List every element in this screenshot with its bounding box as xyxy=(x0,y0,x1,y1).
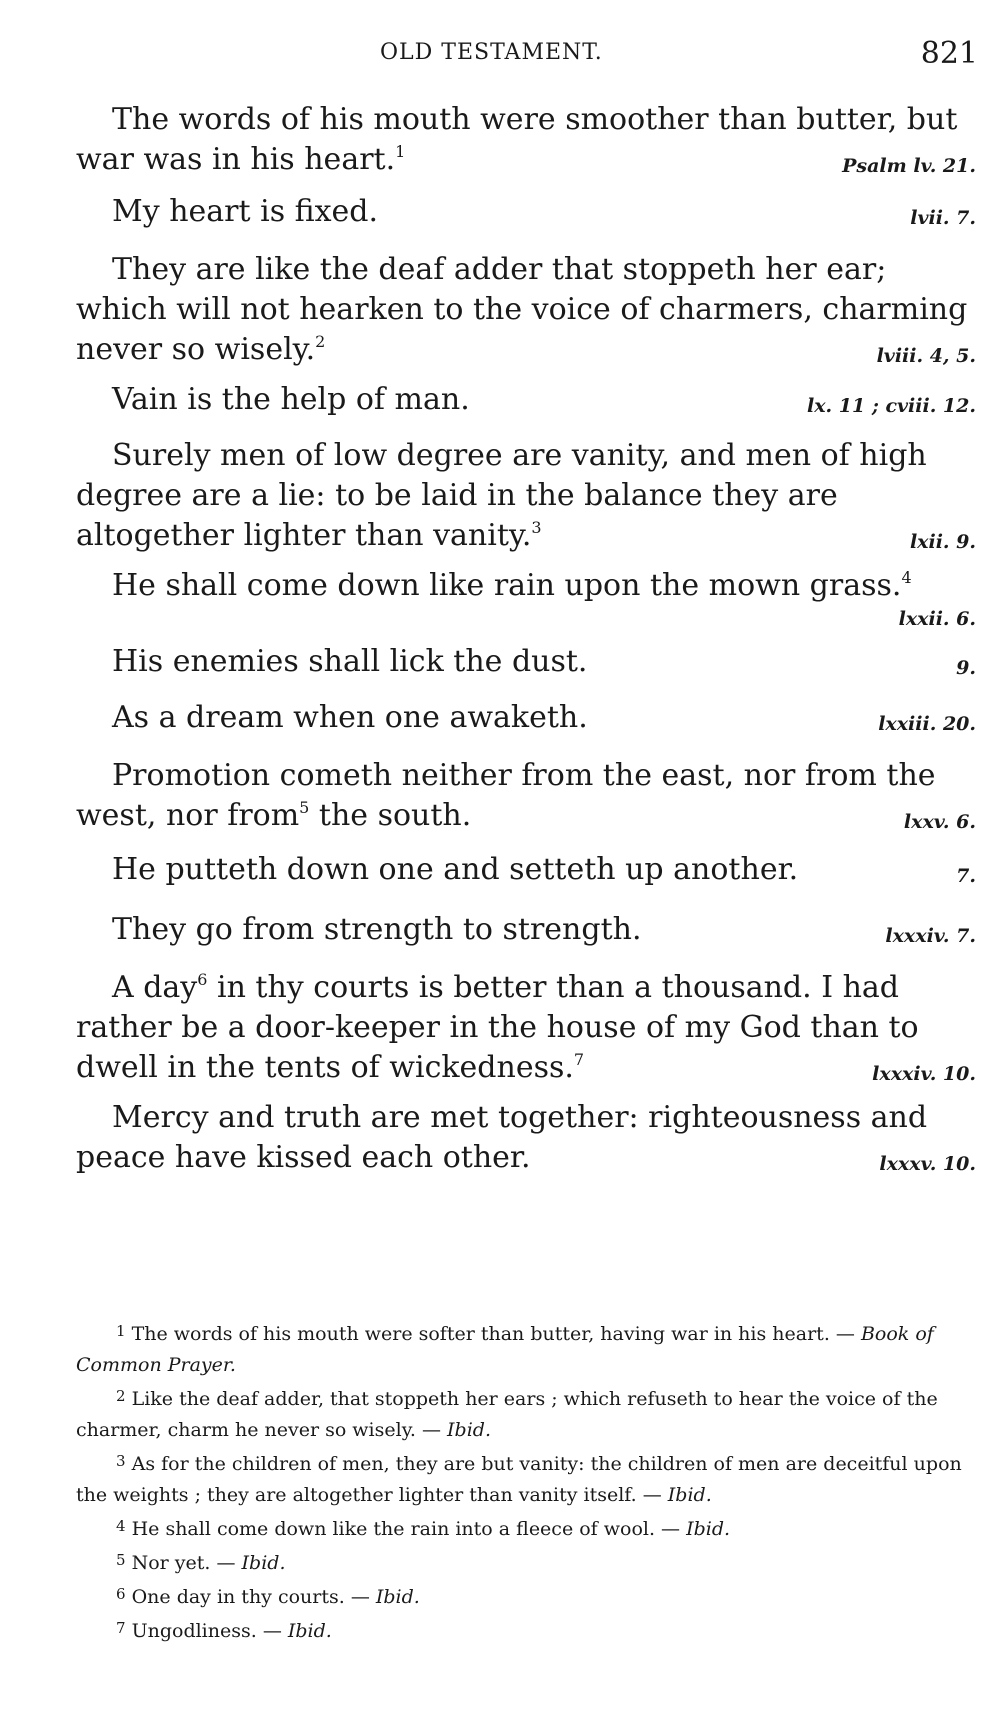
footnote-text: He shall come down like the rain into a fleece of wool. — xyxy=(131,1518,681,1540)
quote-6 xyxy=(76,566,976,632)
quote-10 xyxy=(76,850,976,896)
footnote-source: Ibid. xyxy=(241,1552,286,1574)
quote-1 xyxy=(76,100,976,186)
footnote-number: 4 xyxy=(116,1517,126,1535)
quote-text: Surely men of low degree are vanity, and men of high degree are a lie: to be laid in the balance they are altogether lighter than vanity. xyxy=(76,438,927,553)
scripture-reference: lvii. 7. xyxy=(910,207,976,229)
footnote-source: Ibid. xyxy=(287,1620,332,1642)
footnote xyxy=(76,1446,976,1511)
quote-text: the south. xyxy=(309,798,472,833)
scripture-reference: lxxiii. 20. xyxy=(878,713,976,735)
quote-text: Mercy and truth are met together: righteousness and peace have kissed each other. xyxy=(76,1100,928,1175)
footnote-text: Like the deaf adder, that stoppeth her ears ; which refuseth to hear the voice of the charmer, charm he never so wisely. — xyxy=(76,1388,938,1441)
scripture-reference: lviii. 4, 5. xyxy=(876,345,976,367)
quote-text: A day xyxy=(112,970,198,1005)
scripture-reference: 9. xyxy=(956,657,976,679)
footnote xyxy=(76,1381,976,1446)
footnote-text: One day in thy courts. — xyxy=(131,1586,370,1608)
quote-9 xyxy=(76,756,976,842)
footnote-marker: 7 xyxy=(573,1050,585,1069)
footnote-number: 3 xyxy=(116,1452,126,1470)
footnote-source: Ibid. xyxy=(686,1518,731,1540)
footnote-source: Book of Common Prayer. xyxy=(76,1323,934,1376)
footnote-marker: 6 xyxy=(197,970,208,989)
quote-text: My heart is fixed. xyxy=(112,194,379,229)
quote-12 xyxy=(76,968,976,1094)
quote-11 xyxy=(76,910,976,956)
scripture-reference: lxxv. 6. xyxy=(903,811,976,833)
quote-text: They are like the deaf adder that stoppeth her ear; which will not hearken to the voice of charmers, charming never so wisely. xyxy=(76,252,968,367)
quote-8 xyxy=(76,698,976,744)
quote-text: As a dream when one awaketh. xyxy=(112,700,588,735)
running-title: OLD TESTAMENT. xyxy=(380,40,603,65)
scripture-reference: lxxii. 6. xyxy=(898,608,976,630)
footnote xyxy=(76,1316,976,1381)
page-header xyxy=(0,36,1000,76)
scripture-reference: lxxxiv. 10. xyxy=(872,1063,976,1085)
quote-text: in thy courts is better than a thousand. I had rather be a door-keeper in the house of my God than to dwell in the tents of wickedness. xyxy=(76,970,919,1085)
footnote-source: Ibid. xyxy=(667,1484,712,1506)
scripture-reference: lxii. 9. xyxy=(909,531,976,553)
quote-text: They go from strength to strength. xyxy=(112,912,642,947)
quote-4 xyxy=(76,380,976,426)
footnote-marker: 1 xyxy=(395,142,406,161)
footnote-text: Ungodliness. — xyxy=(131,1620,282,1642)
footnote xyxy=(76,1511,976,1545)
quote-text: He putteth down one and setteth up another. xyxy=(112,852,799,887)
footnote-source: Ibid. xyxy=(447,1419,491,1441)
scripture-reference: lxxxv. 10. xyxy=(879,1153,976,1175)
footnote-number: 5 xyxy=(116,1551,126,1569)
quote-text: His enemies shall lick the dust. xyxy=(112,644,588,679)
footnote xyxy=(76,1613,976,1647)
footnotes xyxy=(76,1316,976,1647)
quote-5 xyxy=(76,436,976,562)
scripture-reference: lxxxiv. 7. xyxy=(885,925,976,947)
scripture-reference: lx. 11 ; cviii. 12. xyxy=(806,395,976,417)
quote-text: Promotion cometh neither from the east, nor from the west, nor from xyxy=(76,758,936,833)
quote-text: Vain is the help of man. xyxy=(112,382,470,417)
footnote xyxy=(76,1579,976,1613)
footnote-number: 6 xyxy=(116,1585,126,1603)
quote-text: He shall come down like rain upon the mown grass. xyxy=(112,568,902,603)
scripture-reference: 7. xyxy=(956,865,976,887)
quote-7 xyxy=(76,642,976,688)
quote-2 xyxy=(76,192,976,238)
footnote-text: As for the children of men, they are but vanity: the children of men are deceitful upon the weights ; they are altogether lighter than vanity itself. — xyxy=(76,1453,962,1506)
footnote-text: Nor yet. — xyxy=(131,1552,236,1574)
footnote-marker: 5 xyxy=(299,798,310,817)
quote-13 xyxy=(76,1098,976,1184)
footnote-source: Ibid. xyxy=(375,1586,420,1608)
footnote-number: 1 xyxy=(116,1322,126,1340)
quote-text: The words of his mouth were smoother than butter, but war was in his heart. xyxy=(76,102,958,177)
footnote-marker: 3 xyxy=(531,518,542,537)
footnote-number: 7 xyxy=(116,1619,126,1637)
footnote-marker: 4 xyxy=(901,568,912,587)
page-number: 821 xyxy=(920,36,978,71)
footnote-number: 2 xyxy=(116,1387,126,1405)
footnote xyxy=(76,1545,976,1579)
footnote-text: The words of his mouth were softer than butter, having war in his heart. — xyxy=(131,1323,855,1345)
scripture-reference: Psalm lv. 21. xyxy=(842,155,976,177)
footnote-marker: 2 xyxy=(315,332,326,351)
quote-3 xyxy=(76,250,976,376)
